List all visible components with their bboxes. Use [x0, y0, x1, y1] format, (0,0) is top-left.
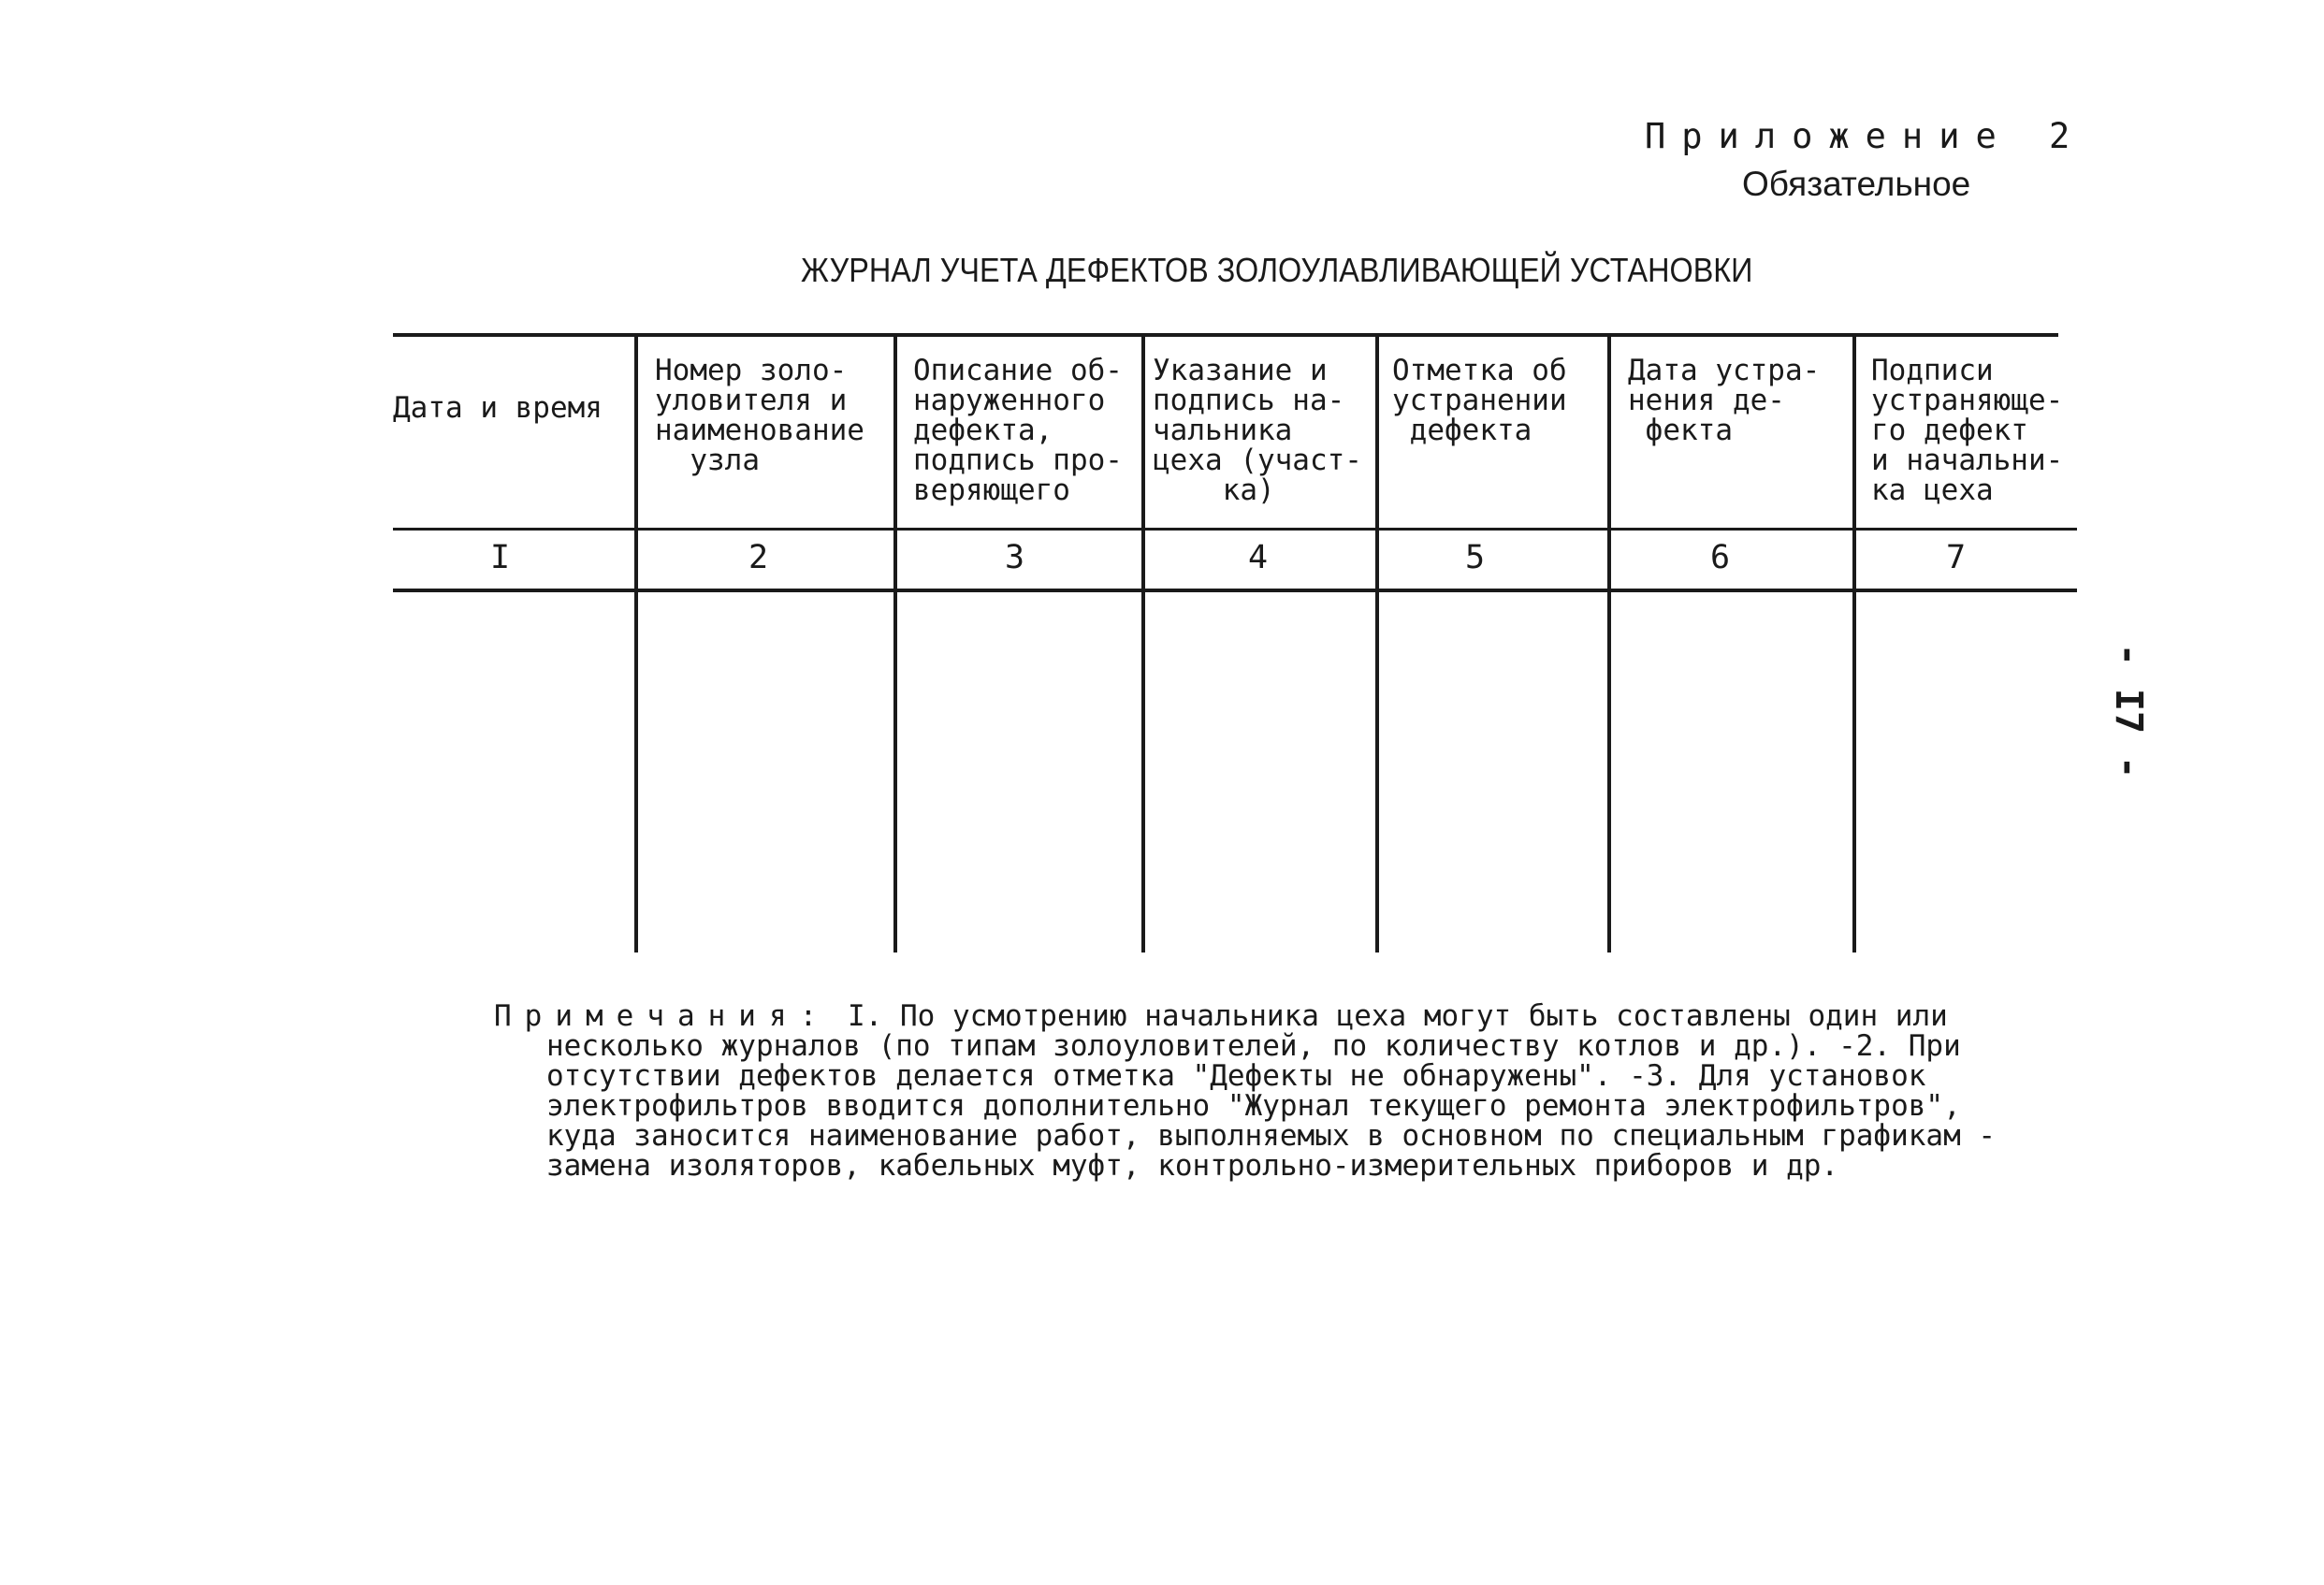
column-number: I — [490, 539, 511, 576]
notes — [494, 1001, 1996, 1181]
column-header-signatures: Подписи устраняюще- го дефект и начальни- ка цеха — [1871, 354, 2064, 507]
appendix-status: Обязательное — [1742, 165, 1971, 203]
column-header-defect-description: Описание об- наруженного дефекта, подпись про- веряющего — [913, 354, 1123, 507]
column-divider — [1375, 335, 1379, 952]
column-header-collector-number: Номер золо- уловителя и наименование узла — [655, 354, 864, 477]
journal-title: ЖУРНАЛ УЧЕТА ДЕФЕКТОВ ЗОЛОУЛАВЛИВАЮЩЕЙ УСТАНОВКИ — [801, 251, 1753, 289]
table-header-rule — [393, 528, 2077, 531]
column-number: 7 — [1946, 539, 1967, 576]
table-top-rule — [393, 333, 2058, 337]
column-header-fix-date: Дата устра- нения де- фекта — [1628, 354, 1821, 447]
page-number: - I7 - — [2107, 643, 2150, 779]
column-header-fix-mark: Отметка об устранении дефекта — [1392, 354, 1567, 447]
column-number: 3 — [1005, 539, 1025, 576]
notes-lead: Примечания: — [494, 999, 831, 1033]
column-number: 5 — [1465, 539, 1486, 576]
notes-text: I. По усмотрению начальника цеха могут быть составлены один или несколько журналов (по типам золоуловителей, по количеству котлов и др.). -2. При отсутствии дефектов делается отметка "Дефекты не обнаружены". -3. Для установок электрофильтров вводится дополнительно "Журнал текущего ремонта электрофильтров", куда заносится наименование работ, выполняемых в основном по специальным графикам - замена изоляторов, кабельных муфт, контрольно-измерительных приборов и др. — [545, 999, 1997, 1183]
column-divider — [1607, 335, 1611, 952]
column-divider — [1852, 335, 1856, 952]
column-number: 4 — [1248, 539, 1269, 576]
column-divider — [893, 335, 897, 952]
appendix-label: Приложение 2 — [1645, 116, 2086, 156]
column-header-date-time: Дата и время — [393, 391, 603, 425]
column-number: 2 — [748, 539, 769, 576]
table-number-rule — [393, 589, 2077, 592]
column-divider — [1141, 335, 1145, 952]
column-divider — [634, 335, 638, 952]
column-number: 6 — [1710, 539, 1731, 576]
column-header-instruction: Указание и подпись на- чальника цеха (участ- ка) — [1153, 354, 1362, 507]
